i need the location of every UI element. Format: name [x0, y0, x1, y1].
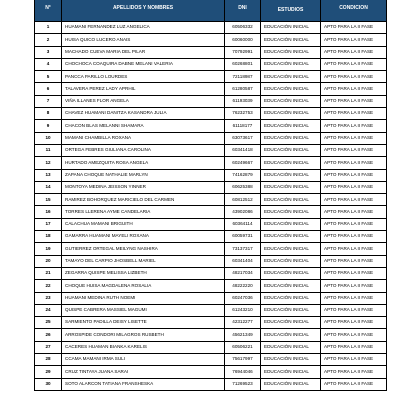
table-row: [35, 132, 387, 144]
row-condition: APTO PARA LA II FASE: [321, 317, 387, 329]
row-name: MONTOYA MEDINA JEISSON YINNER: [62, 181, 225, 193]
row-condition: APTO PARA LA II FASE: [321, 95, 387, 107]
row-number: 20: [35, 255, 62, 267]
row-condition: APTO PARA LA II FASE: [321, 292, 387, 304]
table-row: [35, 46, 387, 58]
row-name: RAMIREZ BOHORQUEZ MARICIELO DEL CARMEN: [62, 194, 225, 206]
row-number: 23: [35, 292, 62, 304]
row-number: 9: [35, 120, 62, 132]
row-dni: 60341418: [225, 144, 261, 156]
row-number: 5: [35, 71, 62, 83]
row-studies: EDUCACIÓN INICIAL: [261, 132, 321, 144]
row-dni: 61243210: [225, 304, 261, 316]
table-row: [35, 194, 387, 206]
row-dni: 71269523: [225, 378, 261, 390]
table-row: [35, 22, 387, 34]
row-name: ZAPANA CHOQUE NATHALIE MARLYN: [62, 169, 225, 181]
row-name: CALACHUA MAMANI BRIGUITH: [62, 218, 225, 230]
row-condition: APTO PARA LA II FASE: [321, 83, 387, 95]
row-name: HUAMANI MEDINA RUTH NOEMI: [62, 292, 225, 304]
row-number: 28: [35, 354, 62, 366]
row-dni: 72118987: [225, 71, 261, 83]
row-name: MACHADO CUEVA MARIA DEL PILAR: [62, 46, 225, 58]
row-number: 6: [35, 83, 62, 95]
table-row: [35, 218, 387, 230]
row-studies: EDUCACIÓN INICIAL: [261, 341, 321, 353]
row-dni: 48217034: [225, 267, 261, 279]
row-condition: APTO PARA LA II FASE: [321, 34, 387, 46]
row-studies: EDUCACIÓN INICIAL: [261, 304, 321, 316]
applicant-table: [34, 0, 387, 391]
row-condition: APTO PARA LA II FASE: [321, 71, 387, 83]
row-number: 22: [35, 280, 62, 292]
row-condition: APTO PARA LA II FASE: [321, 267, 387, 279]
row-number: 29: [35, 366, 62, 378]
row-studies: EDUCACIÓN INICIAL: [261, 95, 321, 107]
row-studies: EDUCACIÓN INICIAL: [261, 108, 321, 120]
row-dni: 75617997: [225, 354, 261, 366]
row-dni: 61280587: [225, 83, 261, 95]
table-row: [35, 120, 387, 132]
row-name: CCAMA MAMANI IRMA SULI: [62, 354, 225, 366]
row-studies: EDUCACIÓN INICIAL: [261, 280, 321, 292]
table-row: [35, 304, 387, 316]
row-studies: EDUCACIÓN INICIAL: [261, 267, 321, 279]
row-name: TAMAYO DEL CARPIO JHOSBELL MARIEL: [62, 255, 225, 267]
row-number: 8: [35, 108, 62, 120]
table-row: [35, 231, 387, 243]
row-name: HUAMANI FERNANDEZ LUZ ANGELICA: [62, 22, 225, 34]
header-number: N°: [35, 0, 62, 22]
row-studies: EDUCACIÓN INICIAL: [261, 243, 321, 255]
row-name: HUISA QUICO LUCERO ANAIS: [62, 34, 225, 46]
row-condition: APTO PARA LA II FASE: [321, 354, 387, 366]
row-condition: APTO PARA LA II FASE: [321, 22, 387, 34]
row-condition: APTO PARA LA II FASE: [321, 108, 387, 120]
row-number: 26: [35, 329, 62, 341]
row-name: MAMANI CHAMBILLA ROXANA: [62, 132, 225, 144]
row-condition: APTO PARA LA II FASE: [321, 255, 387, 267]
row-condition: APTO PARA LA II FASE: [321, 194, 387, 206]
row-dni: 73137317: [225, 243, 261, 255]
row-number: 16: [35, 206, 62, 218]
row-condition: APTO PARA LA II FASE: [321, 280, 387, 292]
table-row: [35, 341, 387, 353]
row-name: PANCCA PARILLO LOURDES: [62, 71, 225, 83]
row-dni: 60268801: [225, 58, 261, 70]
row-studies: EDUCACIÓN INICIAL: [261, 231, 321, 243]
row-dni: 60247036: [225, 292, 261, 304]
row-studies: EDUCACIÓN INICIAL: [261, 144, 321, 156]
row-studies: EDUCACIÓN INICIAL: [261, 255, 321, 267]
row-studies: EDUCACIÓN INICIAL: [261, 366, 321, 378]
table-row: [35, 206, 387, 218]
row-condition: APTO PARA LA II FASE: [321, 157, 387, 169]
row-studies: EDUCACIÓN INICIAL: [261, 378, 321, 390]
row-dni: 60812512: [225, 194, 261, 206]
row-name: SOTO ALARCON TATIANA FRANSHESKA: [62, 378, 225, 390]
row-condition: APTO PARA LA II FASE: [321, 206, 387, 218]
row-condition: APTO PARA LA II FASE: [321, 329, 387, 341]
table-row: [35, 267, 387, 279]
row-studies: EDUCACIÓN INICIAL: [261, 292, 321, 304]
row-name: TALAVERA PEREZ LADY APRHIL: [62, 83, 225, 95]
row-studies: EDUCACIÓN INICIAL: [261, 120, 321, 132]
table-row: [35, 157, 387, 169]
row-number: 10: [35, 132, 62, 144]
row-studies: EDUCACIÓN INICIAL: [261, 169, 321, 181]
row-condition: APTO PARA LA II FASE: [321, 120, 387, 132]
row-name: GAMARRA HUAMANI MAYELI ROXANA: [62, 231, 225, 243]
row-number: 12: [35, 157, 62, 169]
row-condition: APTO PARA LA II FASE: [321, 304, 387, 316]
row-dni: 60506332: [225, 22, 261, 34]
row-studies: EDUCACIÓN INICIAL: [261, 354, 321, 366]
table-row: [35, 108, 387, 120]
row-name: TORRES LLERENA AYME CANDELARIA: [62, 206, 225, 218]
row-studies: EDUCACIÓN INICIAL: [261, 58, 321, 70]
row-studies: EDUCACIÓN INICIAL: [261, 83, 321, 95]
row-condition: APTO PARA LA II FASE: [321, 144, 387, 156]
row-name: ORTEGA FEBRES GIULIANA CAROLINA: [62, 144, 225, 156]
row-condition: APTO PARA LA II FASE: [321, 366, 387, 378]
table-row: [35, 354, 387, 366]
row-studies: EDUCACIÓN INICIAL: [261, 317, 321, 329]
row-condition: APTO PARA LA II FASE: [321, 46, 387, 58]
row-dni: 60341404: [225, 255, 261, 267]
row-name: CHOQUE HUISA MAGDALENA ROSALIA: [62, 280, 225, 292]
row-name: CHOCHOCA COAQUIRA DABNE MELANI VALERIA: [62, 58, 225, 70]
table-row: [35, 95, 387, 107]
header-name: APELLIDOS Y NOMBRES: [62, 0, 225, 22]
row-number: 17: [35, 218, 62, 230]
row-number: 1: [35, 22, 62, 34]
row-name: SARMIENTO PADILLA DEISY LISETTE: [62, 317, 225, 329]
table-row: [35, 292, 387, 304]
row-dni: 74162879: [225, 169, 261, 181]
row-dni: 70792991: [225, 46, 261, 58]
row-dni: 60625388: [225, 181, 261, 193]
row-condition: APTO PARA LA II FASE: [321, 378, 387, 390]
row-studies: EDUCACIÓN INICIAL: [261, 218, 321, 230]
header-condition: CONDICION: [321, 0, 387, 22]
row-number: 25: [35, 317, 62, 329]
header-row: [35, 0, 387, 22]
row-studies: EDUCACIÓN INICIAL: [261, 194, 321, 206]
row-studies: EDUCACIÓN INICIAL: [261, 206, 321, 218]
row-studies: EDUCACIÓN INICIAL: [261, 34, 321, 46]
row-number: 19: [35, 243, 62, 255]
row-name: CACERES HUAMAN BIANKA KARELIS: [62, 341, 225, 353]
table-row: [35, 280, 387, 292]
table-row: [35, 378, 387, 390]
table-header: [35, 0, 387, 22]
row-name: QUISPE CABRERA MASSIEL MAGUMI: [62, 304, 225, 316]
row-number: 30: [35, 378, 62, 390]
table-row: [35, 169, 387, 181]
row-studies: EDUCACIÓN INICIAL: [261, 329, 321, 341]
row-name: ARROSPIDE CONDORI MILAGROS RUSBETH: [62, 329, 225, 341]
row-dni: 48222220: [225, 280, 261, 292]
row-name: CRUZ TINTAYA JUANA SARAI: [62, 366, 225, 378]
row-number: 2: [35, 34, 62, 46]
row-condition: APTO PARA LA II FASE: [321, 243, 387, 255]
row-number: 13: [35, 169, 62, 181]
row-number: 15: [35, 194, 62, 206]
row-condition: APTO PARA LA II FASE: [321, 231, 387, 243]
row-studies: EDUCACIÓN INICIAL: [261, 46, 321, 58]
row-condition: APTO PARA LA II FASE: [321, 181, 387, 193]
table-row: [35, 144, 387, 156]
row-dni: 42312277: [225, 317, 261, 329]
table-row: [35, 58, 387, 70]
row-number: 7: [35, 95, 62, 107]
row-dni: 60249667: [225, 157, 261, 169]
row-name: GUTIERREZ ORTEGAL MEILYNG NASHIRA: [62, 243, 225, 255]
row-number: 24: [35, 304, 62, 316]
table-row: [35, 329, 387, 341]
row-number: 27: [35, 341, 62, 353]
header-dni: DNI: [225, 0, 261, 22]
row-number: 4: [35, 58, 62, 70]
header-studies: ESTUDIOS: [261, 0, 321, 22]
row-name: VIÑA ILLANES FLOR ANGELA: [62, 95, 225, 107]
row-condition: APTO PARA LA II FASE: [321, 58, 387, 70]
row-number: 18: [35, 231, 62, 243]
table-row: [35, 255, 387, 267]
row-number: 11: [35, 144, 62, 156]
row-number: 21: [35, 267, 62, 279]
row-name: HURTADO AMEZQUITA ROSA ANGELA: [62, 157, 225, 169]
row-dni: 76232753: [225, 108, 261, 120]
row-studies: EDUCACIÓN INICIAL: [261, 22, 321, 34]
row-studies: EDUCACIÓN INICIAL: [261, 181, 321, 193]
row-name: CHACON BLAS MELANNI SHAMARA: [62, 120, 225, 132]
row-name: ZEGARRA QUISPE MELISSA LIZBETH: [62, 267, 225, 279]
row-studies: EDUCACIÓN INICIAL: [261, 71, 321, 83]
row-name: CHAVEZ HUAMANI DANITZA KASANDRA JULIA: [62, 108, 225, 120]
row-condition: APTO PARA LA II FASE: [321, 132, 387, 144]
row-dni: 45621349: [225, 329, 261, 341]
row-dni: 61193039: [225, 95, 261, 107]
table-row: [35, 243, 387, 255]
row-dni: 60506221: [225, 341, 261, 353]
row-dni: 76944046: [225, 366, 261, 378]
row-number: 3: [35, 46, 62, 58]
table-row: [35, 71, 387, 83]
table-row: [35, 317, 387, 329]
table-body: [35, 22, 387, 391]
table-row: [35, 366, 387, 378]
row-dni: 60364114: [225, 218, 261, 230]
row-studies: EDUCACIÓN INICIAL: [261, 157, 321, 169]
table-row: [35, 83, 387, 95]
table-row: [35, 181, 387, 193]
row-dni: 60060000: [225, 34, 261, 46]
table-row: [35, 34, 387, 46]
row-condition: APTO PARA LA II FASE: [321, 169, 387, 181]
row-number: 14: [35, 181, 62, 193]
row-condition: APTO PARA LA II FASE: [321, 218, 387, 230]
row-dni: 63073617: [225, 132, 261, 144]
row-dni: 60059731: [225, 231, 261, 243]
row-dni: 43902086: [225, 206, 261, 218]
row-dni: 61118177: [225, 120, 261, 132]
row-condition: APTO PARA LA II FASE: [321, 341, 387, 353]
